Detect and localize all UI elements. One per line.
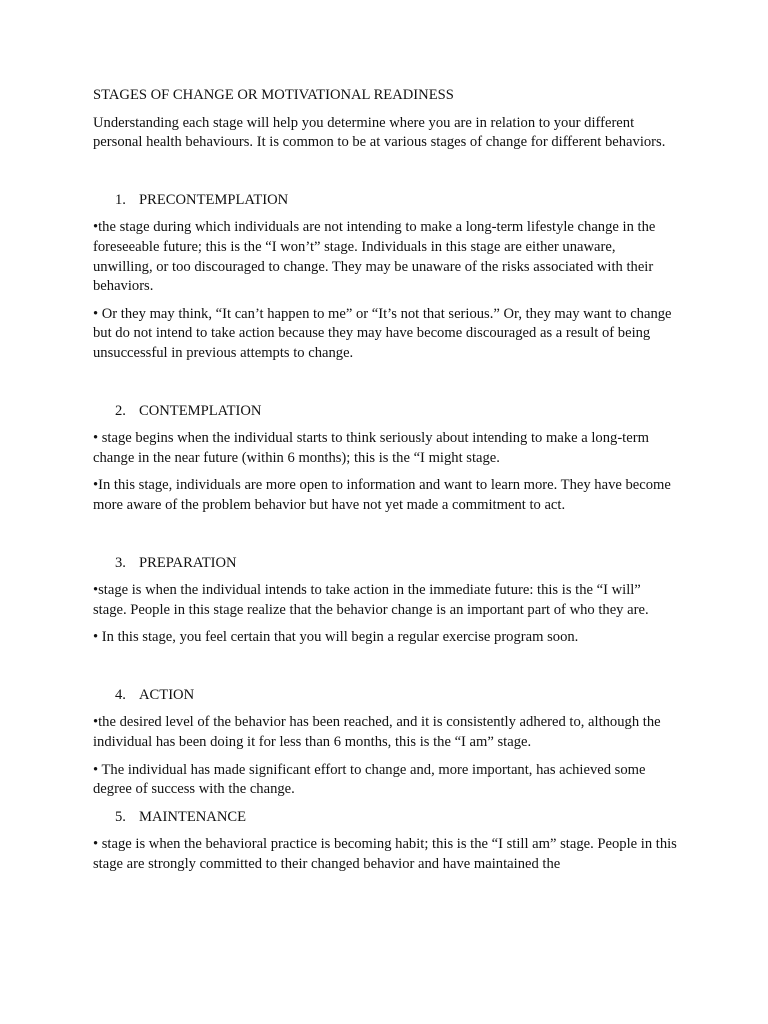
stage-number: 3. [115, 554, 126, 571]
stage-paragraph: •stage is when the individual intends to take action in the immediate future: this is the “I will” stage. People in this stage realize that the behavior change is an important part of who they are. [93, 582, 649, 618]
stage-number: 4. [115, 686, 126, 703]
stage-heading [115, 808, 678, 828]
stage-name: PREPARATION [139, 554, 237, 571]
document-title: STAGES OF CHANGE OR MOTIVATIONAL READINESS [93, 87, 454, 103]
stage-section-maintenance [93, 808, 678, 875]
stage-paragraph: • Or they may think, “It can’t happen to me” or “It’s not that serious.” Or, they may want to change but do not intend to take action because they may have become discouraged as a result of being unsuccessful in previous attempts to change. [93, 305, 672, 361]
stage-paragraph: • In this stage, you feel certain that you will begin a regular exercise program soon. [93, 629, 579, 646]
stage-heading [115, 686, 678, 706]
stage-paragraph: • stage begins when the individual starts to think seriously about intending to make a long-term change in the near future (within 6 months); this is the “I might stage. [93, 430, 649, 466]
stage-name: MAINTENANCE [139, 808, 247, 825]
stage-heading [115, 191, 678, 211]
stage-number: 2. [115, 402, 126, 419]
stage-name: ACTION [139, 686, 195, 703]
stage-paragraph: •the desired level of the behavior has been reached, and it is consistently adhered to, although the individual has been doing it for less than 6 months, this is the “I am” stage. [93, 714, 661, 751]
document-body [93, 86, 678, 883]
stage-paragraph: • The individual has made significant effort to change and, more important, has achieved some degree of success with the change. [93, 761, 646, 798]
stage-number: 1. [115, 191, 126, 208]
stage-number: 5. [115, 808, 126, 825]
stage-heading [115, 554, 678, 574]
stage-section-preparation [93, 554, 678, 648]
stage-paragraph: • stage is when the behavioral practice is becoming habit; this is the “I still am” stage. People in this stage are strongly committed to their changed behavior and have maintained the [93, 836, 677, 873]
stage-section-action [93, 686, 678, 800]
stage-heading [115, 402, 678, 422]
stage-paragraph: •In this stage, individuals are more open to information and want to learn more. They have become more aware of the problem behavior but have not yet made a commitment to act. [93, 477, 671, 513]
stage-name: PRECONTEMPLATION [139, 191, 289, 208]
stage-paragraph: •the stage during which individuals are not intending to make a long-term lifestyle change in the foreseeable future; this is the “I won’t” stage. Individuals in this stage are either unaware, unwilling, or too discouraged to change. They may be unaware of the risks associated with their behaviors. [93, 219, 656, 295]
stage-name: CONTEMPLATION [139, 402, 262, 419]
stage-section-contemplation [93, 402, 678, 516]
stage-section-precontemplation [93, 191, 678, 364]
intro-paragraph: Understanding each stage will help you determine where you are in relation to your different personal health behaviours. It is common to be at various stages of change for different behaviors. [93, 114, 666, 151]
